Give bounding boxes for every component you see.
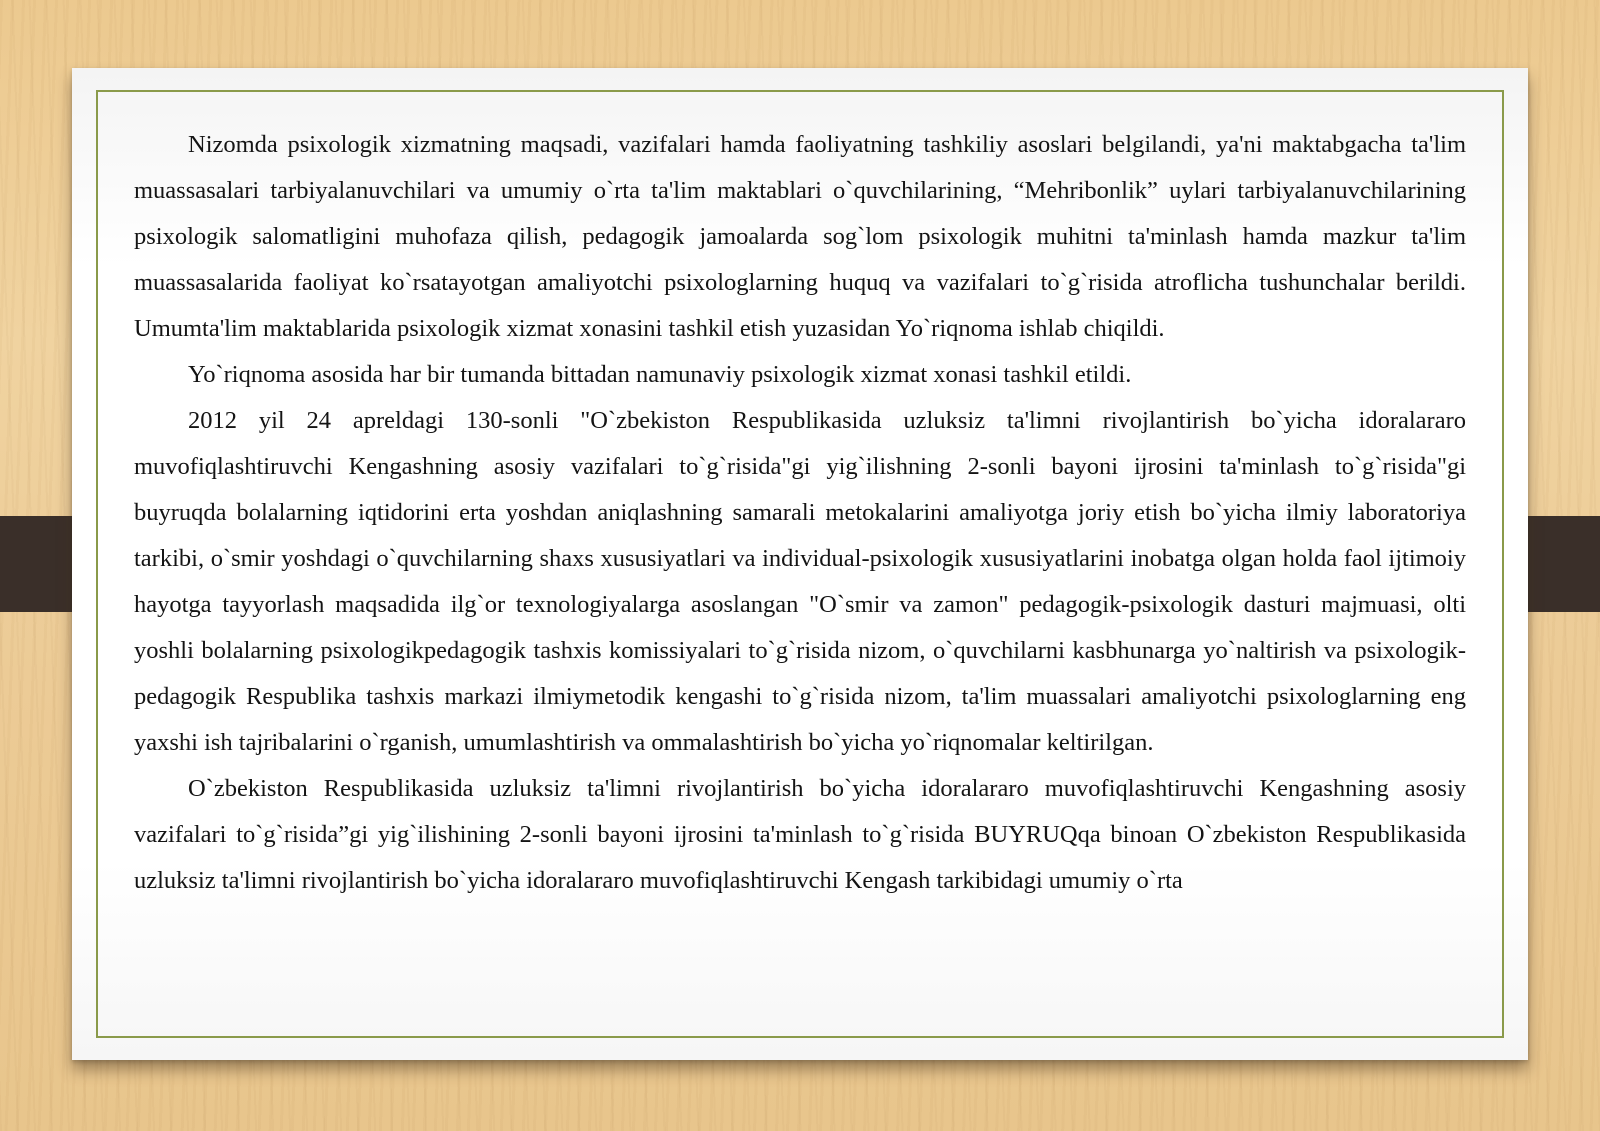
paragraph-3: 2012 yil 24 apreldagi 130-sonli "O`zbekiston Respublikasida uzluksiz ta'limni rivojlantirish bo`yicha idoralararo muvofiqlashtiruvchi Kengashning asosiy vazifalari to`g`risida"gi yig`ilishning 2-sonli bayoni ijrosini ta'minlash to`g`risida"gi buyruqda bolalarning iqtidorini erta yoshdan aniqlashning samarali metokalarini amaliyotga joriy etish bo`yicha ilmiy laboratoriya tarkibi, o`smir yoshdagi o`quvchilarning shaxs xususiyatlari va individual-psixologik xususiyatlarini inobatga olgan holda faol ijtimoiy hayotga tayyorlash maqsadida ilg`or texnologiyalarga asoslangan "O`smir va zamon" pedagogik-psixologik dasturi majmuasi, olti yoshli bolalarning psixologikpedagogik tashxis komissiyalari to`g`risida nizom, o`quvchilarni kasbhunarga yo`naltirish va psixologik-pedagogik Respublika tashxis markazi ilmiymetodik kengashi to`g`risida nizom, ta'lim muassalari amaliyotchi psixologlarning eng yaxshi ish tajribalarini o`rganish, umumlashtirish va ommalashtirish bo`yicha yo`riqnomalar keltirilgan. [134,407,1466,756]
paragraph-4: O`zbekiston Respublikasida uzluksiz ta'limni rivojlantirish bo`yicha idoralararo muvofiqlashtiruvchi Kengashning asosiy vazifalari to`g`risida”gi yig`ilishining 2-sonli bayoni ijrosini ta'minlash to`g`risida BUYRUQqa binoan O`zbekiston Respublikasida uzluksiz ta'limni rivojlantirish bo`yicha idoralararo muvofiqlashtiruvchi Kengash tarkibidagi umumiy o`rta [134,775,1466,894]
paragraph-2: Yo`riqnoma asosida har bir tumanda bittadan namunaviy psixologik xizmat xonasi tashkil etildi. [188,361,1132,388]
paragraph-1: Nizomda psixologik xizmatning maqsadi, vazifalari hamda faoliyatning tashkiliy asoslari belgilandi, ya'ni maktabgacha ta'lim muassasalari tarbiyalanuvchilari va umumiy o`rta ta'lim maktablari o`quvchilarining, “Mehribonlik” uylari tarbiyalanuvchilarining psixologik salomatligini muhofaza qilish, pedagogik jamoalarda sog`lom psixologik muhitni ta'minlash hamda mazkur ta'lim muassasalarida faoliyat ko`rsatayotgan amaliyotchi psixologlarning huquq va vazifalari to`g`risida atroflicha tushunchalar berildi. Umumta'lim maktablarida psixologik xizmat xonasini tashkil etish yuzasidan Yo`riqnoma ishlab chiqildi. [134,131,1466,342]
document-body [134,122,1466,904]
slide-card [72,68,1528,1060]
